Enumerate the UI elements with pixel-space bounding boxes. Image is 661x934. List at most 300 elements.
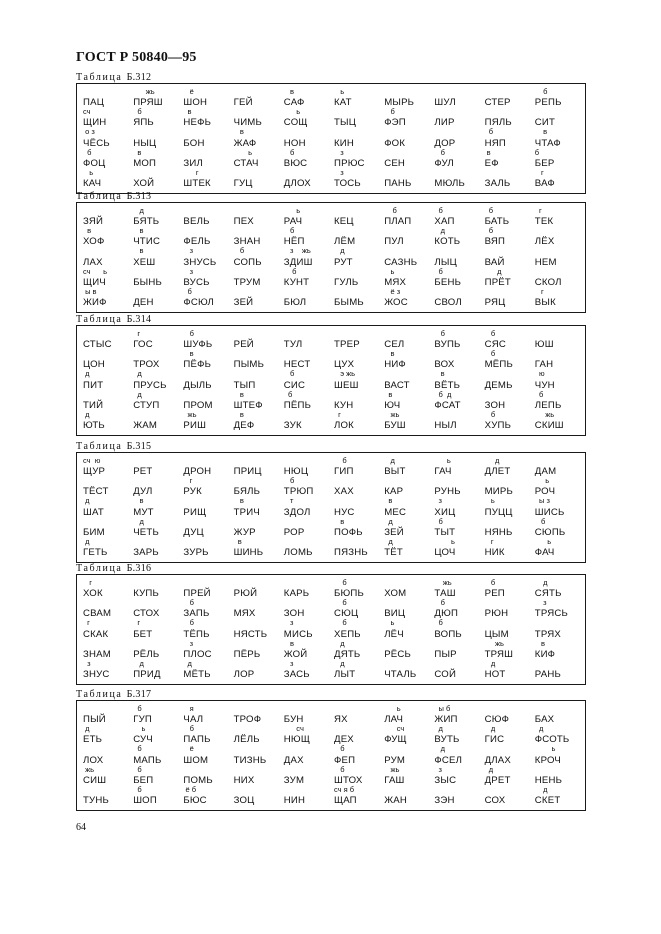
test-word: ФУЛ (434, 157, 454, 169)
test-word: ЧТИС (133, 236, 161, 248)
table-cell (234, 745, 284, 765)
pronunciation-note: б (183, 286, 192, 296)
table-cell (284, 247, 334, 267)
test-word: ЛОМЬ (283, 547, 313, 558)
table-cell (535, 350, 585, 370)
table-cell (434, 619, 484, 639)
table-cell (485, 88, 535, 108)
table-cell (83, 705, 133, 725)
test-word: ГЕТЬ (83, 547, 108, 558)
table-cell (83, 411, 133, 431)
table-cell (434, 370, 484, 390)
test-word: НУС (334, 506, 355, 518)
table-cell (183, 745, 233, 765)
test-word: ПЛОС (183, 648, 212, 660)
table-cell (535, 705, 585, 725)
pronunciation-note: в (133, 246, 144, 256)
table-cell (183, 128, 233, 148)
pronunciation-note: б (283, 389, 293, 399)
pronunciation-note: г (534, 206, 542, 215)
test-word: ДАХ (283, 754, 304, 766)
test-word: ЗЯЙ (83, 216, 104, 228)
pronunciation-note: ь (384, 266, 395, 276)
table-cell (485, 207, 535, 227)
table-cell (284, 330, 334, 350)
table-cell (133, 108, 183, 128)
test-word: МЯХ (233, 608, 256, 620)
test-word: БЕНЬ (434, 276, 462, 288)
table-cell (133, 128, 183, 148)
pronunciation-note: г (133, 329, 141, 338)
pronunciation-note: д (484, 266, 502, 276)
pronunciation-note: д (434, 744, 446, 754)
pronunciation-note: г (334, 409, 341, 419)
table-cell (234, 518, 284, 538)
test-word: НЯСТЬ (233, 628, 268, 640)
pronunciation-note: д (384, 516, 393, 526)
test-word: ТРЯШ (484, 648, 514, 660)
table-cell (183, 477, 233, 497)
pronunciation-note: в (133, 496, 144, 506)
test-word: ЧТАФ (534, 137, 561, 149)
test-word: МУТ (133, 506, 154, 518)
table-cell (234, 391, 284, 411)
test-word: КАЧ (83, 178, 102, 189)
test-word: БОН (183, 137, 205, 149)
test-word: КУНТ (283, 276, 310, 288)
table-cell (284, 268, 334, 288)
table-cell (234, 370, 284, 390)
test-word: ТРУМ (233, 276, 261, 288)
test-word: СВАМ (83, 608, 112, 620)
test-word: ПЛАП (384, 216, 412, 228)
table-cell (234, 619, 284, 639)
table-cell (384, 370, 434, 390)
table-cell (284, 370, 334, 390)
test-word: ПРИД (133, 669, 161, 680)
table-cell (334, 640, 384, 660)
table-cell (334, 227, 384, 247)
table-cell (234, 227, 284, 247)
test-word: БЮС (183, 795, 207, 806)
test-word: СОПЬ (233, 256, 262, 268)
table-number: Б.313 (126, 191, 152, 202)
pronunciation-note: б (233, 246, 245, 256)
test-word: ДЕМЬ (484, 379, 513, 391)
table-cell (434, 786, 484, 806)
table-cell (334, 268, 384, 288)
table-cell (485, 786, 535, 806)
test-word: ПРЁТ (484, 276, 511, 288)
test-word: ЛЁМ (334, 236, 356, 248)
test-word: ПЁРЬ (233, 648, 261, 660)
table-cell (485, 227, 535, 247)
test-word: ВУТЬ (434, 734, 460, 746)
test-word: ЛЁЛЬ (233, 734, 260, 746)
test-word: ПАПЬ (183, 734, 211, 746)
test-word: БЮЛ (283, 297, 307, 308)
table-cell (535, 477, 585, 497)
test-word: ЦЫМ (484, 628, 509, 640)
pronunciation-note: б (133, 107, 142, 117)
table-cell (183, 268, 233, 288)
table-cell (133, 497, 183, 517)
pronunciation-note: з (283, 658, 294, 668)
table-cell (384, 169, 434, 189)
pronunciation-note: д (83, 724, 90, 734)
table-cell (284, 745, 334, 765)
test-word: ПЁПЬ (283, 399, 312, 411)
table-cell (434, 350, 484, 370)
test-word: ТРЕР (334, 339, 360, 351)
test-word: ЯХ (334, 714, 348, 726)
test-word: СКОЛ (534, 276, 562, 288)
table-cell (234, 247, 284, 267)
word-table (76, 72, 586, 194)
test-word: РЮН (484, 608, 509, 620)
test-word: БЕП (133, 774, 154, 786)
test-word: МЮЛЬ (434, 178, 466, 189)
table-cell (535, 149, 585, 169)
pronunciation-note: б (484, 409, 496, 419)
test-word: ТРОХ (133, 359, 160, 371)
table-cell (284, 725, 334, 745)
table-cell (485, 247, 535, 267)
table-cell (334, 247, 384, 267)
test-word: ЩУР (83, 466, 106, 478)
pronunciation-note: в (83, 226, 92, 236)
test-word: ШУЛ (434, 97, 456, 109)
table-cell (485, 149, 535, 169)
pronunciation-note: д (334, 638, 345, 648)
table-cell (284, 786, 334, 806)
test-word: ЗНУС (83, 669, 110, 680)
table-cell (284, 88, 334, 108)
test-word: НЫЛ (434, 420, 457, 431)
pronunciation-note: г (534, 286, 544, 296)
table-cell (434, 745, 484, 765)
pronunciation-note: сч (384, 724, 405, 734)
pronunciation-note: в (334, 516, 345, 526)
test-word: ЕТЬ (83, 734, 103, 746)
pronunciation-note: д (334, 658, 345, 668)
table-cell (535, 207, 585, 227)
test-word: МЕС (384, 506, 407, 518)
table-cell (384, 766, 434, 786)
table-cell (83, 207, 133, 227)
test-word: ДУЦ (183, 526, 204, 538)
test-word: ТЁТ (384, 547, 403, 558)
test-word: ГАЧ (434, 466, 452, 478)
test-word: РЁЛЬ (133, 648, 160, 660)
test-word: МЯХ (384, 276, 407, 288)
table-cell (234, 350, 284, 370)
table-cell (485, 411, 535, 431)
table-cell (234, 207, 284, 227)
table-cell (133, 745, 183, 765)
table-cell (535, 619, 585, 639)
pronunciation-note: з (183, 266, 194, 276)
test-word: БЫМЬ (334, 297, 364, 308)
test-word: ЕФ (484, 157, 499, 169)
test-word: ЮТЬ (83, 420, 105, 431)
test-word: ВЁТЬ (434, 379, 461, 391)
test-word: КИН (334, 137, 355, 149)
test-word: ГАШ (384, 774, 405, 786)
table-cell (334, 330, 384, 350)
table-caption-label: Таблица (76, 191, 123, 202)
test-word: КЕЦ (334, 216, 354, 228)
pronunciation-note: з жь (283, 246, 311, 256)
table-cell (183, 411, 233, 431)
table-cell (384, 518, 434, 538)
test-word: ШИНЬ (233, 547, 264, 558)
pronunciation-note: ы з (534, 496, 550, 506)
table-cell (384, 538, 434, 558)
table-cell (384, 227, 434, 247)
table-cell (535, 660, 585, 680)
table-cell (83, 660, 133, 680)
table-cell (234, 411, 284, 431)
test-word: ВАЙ (484, 256, 505, 268)
table-cell (183, 786, 233, 806)
table-cell (183, 579, 233, 599)
table-cell (384, 705, 434, 725)
pronunciation-note: б (133, 704, 142, 713)
table-cell (535, 128, 585, 148)
test-word: МОП (133, 157, 157, 169)
test-word: РЕП (484, 588, 505, 600)
pronunciation-note: г (133, 618, 141, 628)
test-word: БУШ (384, 420, 406, 431)
test-word: РОР (283, 526, 305, 538)
test-word: СУЧ (133, 734, 153, 746)
test-word: ЖАН (384, 795, 407, 806)
pronunciation-note: д (534, 724, 544, 734)
word-table (76, 314, 586, 436)
table-cell (434, 766, 484, 786)
table-cell (83, 599, 133, 619)
word-table (76, 441, 586, 563)
table-cell (434, 660, 484, 680)
table-cell (83, 619, 133, 639)
test-word: ДЛОХ (283, 178, 311, 189)
test-word: ПРУСЬ (133, 379, 167, 391)
table-cell (334, 518, 384, 538)
table-cell (234, 599, 284, 619)
table-cell (133, 391, 183, 411)
table-cell (133, 227, 183, 247)
table-cell (234, 579, 284, 599)
table-cell (434, 518, 484, 538)
test-word: ХОК (83, 588, 103, 600)
table-cell (434, 705, 484, 725)
test-word: СВОЛ (434, 297, 462, 308)
test-word: НИК (484, 547, 505, 558)
test-word: БЯТЬ (133, 216, 160, 228)
table-cell (183, 640, 233, 660)
table-cell (334, 786, 384, 806)
test-word: ЦУХ (334, 359, 355, 371)
pronunciation-note: д (83, 409, 90, 419)
test-word: ФСЕЛ (434, 754, 463, 766)
table-cell (83, 108, 133, 128)
pronunciation-note: б (183, 598, 194, 608)
pronunciation-note: б (133, 744, 142, 754)
table-cell (234, 660, 284, 680)
table-cell (535, 579, 585, 599)
pronunciation-note: б (283, 266, 297, 276)
table-cell (485, 619, 535, 639)
table-cell (485, 457, 535, 477)
test-word: РУТ (334, 256, 353, 268)
table-cell (183, 88, 233, 108)
test-word: ЗНАН (233, 236, 261, 248)
table-number: Б.315 (126, 441, 152, 452)
table-cell (83, 169, 133, 189)
pronunciation-note: ё (183, 744, 194, 754)
test-word: ЗАРЬ (133, 547, 159, 558)
table-cell (485, 579, 535, 599)
table-number: Б.314 (126, 314, 152, 325)
pronunciation-note: д (183, 658, 192, 668)
table-caption (76, 72, 586, 83)
test-word: СОЩ (283, 117, 308, 129)
table-cell (384, 411, 434, 431)
test-word: ШИСЬ (534, 506, 565, 518)
table-cell (535, 725, 585, 745)
test-word: ТРОФ (233, 714, 262, 726)
table-cell (133, 619, 183, 639)
table-cell (485, 169, 535, 189)
test-word: СЮПЬ (534, 526, 566, 538)
table-cell (535, 786, 585, 806)
table-cell (183, 391, 233, 411)
pronunciation-note: б (334, 744, 345, 754)
test-word: ГЕЙ (233, 97, 253, 109)
table-cell (334, 411, 384, 431)
test-word: ХОМ (384, 588, 407, 600)
test-word: ФСЮЛ (183, 297, 214, 308)
test-word: НОТ (484, 669, 506, 680)
test-word: СТОХ (133, 608, 160, 620)
table-cell (434, 457, 484, 477)
table-cell (284, 619, 334, 639)
test-word: ЩАП (334, 795, 357, 806)
test-word: ЛЁХ (534, 236, 555, 248)
table-cell (133, 370, 183, 390)
table-cell (234, 538, 284, 558)
test-word: ПОФЬ (334, 526, 363, 538)
test-word: ГУЛЬ (334, 276, 359, 288)
table-cell (83, 88, 133, 108)
table-cell (284, 457, 334, 477)
pronunciation-note: жь (183, 409, 197, 419)
table-cell (234, 330, 284, 350)
pronunciation-note: сч ю (83, 456, 101, 465)
test-word: ШТЕФ (233, 399, 263, 411)
table-cell (284, 640, 334, 660)
test-word: ВУПЬ (434, 339, 461, 351)
table-cell (535, 391, 585, 411)
table-frame (76, 325, 586, 436)
table-frame (76, 202, 586, 313)
pronunciation-note: в (534, 638, 546, 648)
table-frame (76, 452, 586, 563)
table-cell (133, 350, 183, 370)
test-word: ПЕХ (233, 216, 254, 228)
table-cell (234, 169, 284, 189)
test-word: ЛЫТ (334, 669, 356, 680)
table-cell (384, 288, 434, 308)
pronunciation-note: б (183, 618, 194, 628)
test-word: ПУЛ (384, 236, 404, 248)
pronunciation-note: д (534, 784, 548, 794)
pronunciation-note: г (183, 476, 193, 486)
pronunciation-note: д (334, 246, 345, 256)
pronunciation-note: з (334, 147, 344, 157)
table-cell (183, 108, 233, 128)
pronunciation-note: ы в (83, 286, 97, 296)
test-word: СЯС (484, 339, 506, 351)
test-word: ТУЛ (283, 339, 303, 351)
table-cell (234, 477, 284, 497)
table-cell (234, 128, 284, 148)
pronunciation-note: ь (534, 476, 550, 486)
test-word: ТРЯСЬ (534, 608, 568, 620)
table-cell (334, 660, 384, 680)
table-cell (284, 599, 334, 619)
pronunciation-note: жь (534, 409, 555, 419)
pronunciation-note: ь (334, 87, 345, 96)
test-word: ЗДОЛ (283, 506, 311, 518)
table-caption-label: Таблица (76, 314, 123, 325)
test-word: ДАМ (534, 466, 557, 478)
table-cell (535, 640, 585, 660)
pronunciation-note: ь (434, 456, 451, 465)
test-word: ПЯЛЬ (484, 117, 512, 129)
table-cell (183, 207, 233, 227)
pronunciation-note: д (133, 516, 144, 526)
table-cell (183, 619, 233, 639)
pronunciation-note: ь (133, 724, 146, 734)
test-word: ЖАФ (233, 137, 257, 149)
table-cell (284, 705, 334, 725)
table-cell (334, 149, 384, 169)
pronunciation-note: б (484, 578, 496, 587)
test-word: НОН (283, 137, 306, 149)
pronunciation-note: д (384, 536, 393, 546)
table-cell (83, 149, 133, 169)
test-word: ПАЦ (83, 97, 104, 109)
pronunciation-note: о з (83, 127, 95, 137)
table-cell (434, 725, 484, 745)
table-cell (434, 640, 484, 660)
test-word: ШТЕК (183, 178, 211, 189)
test-word: ЗЫС (434, 774, 457, 786)
test-word: ЗЕЙ (233, 297, 254, 308)
pronunciation-note: т (283, 496, 294, 506)
pronunciation-note: з (283, 618, 294, 628)
table-cell (234, 268, 284, 288)
pronunciation-note: б (384, 107, 395, 117)
test-word: МЁПЬ (484, 359, 513, 371)
table-cell (434, 477, 484, 497)
table-cell (434, 247, 484, 267)
test-word: ЛОХ (83, 754, 104, 766)
test-word: ТИЙ (83, 399, 104, 411)
test-word: ПРОМ (183, 399, 213, 411)
